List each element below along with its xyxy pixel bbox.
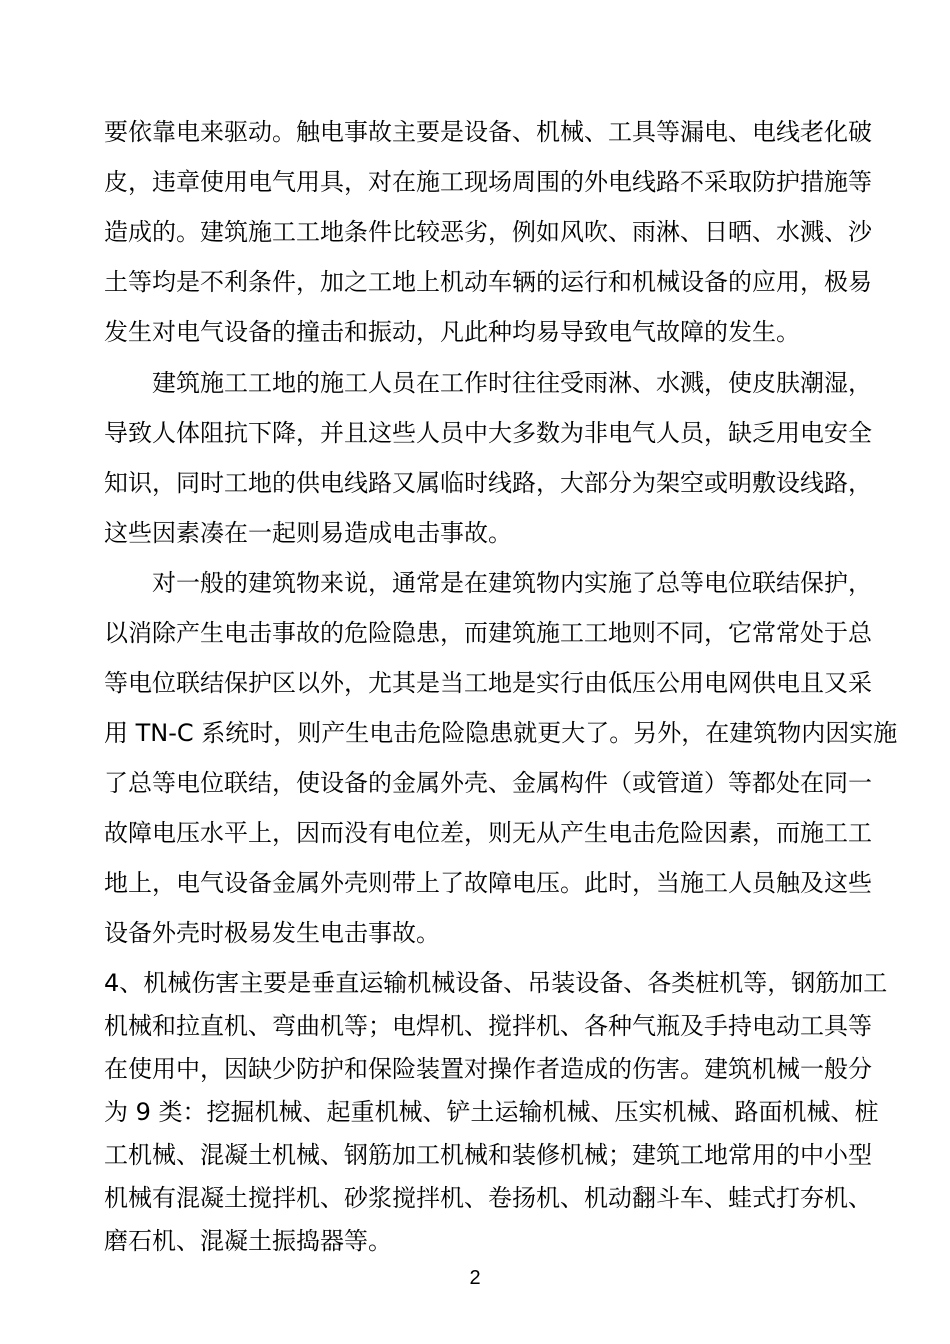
text-line: 知识，同时工地的供电线路又属临时线路，大部分为架空或明敷设线路，: [104, 469, 872, 497]
text-line: 土等均是不利条件，加之工地上机动车辆的运行和机械设备的应用，极易: [104, 268, 872, 296]
text-line: 用 TN-C 系统时，则产生电击危险隐患就更大了。另外，在建筑物内因实施: [104, 719, 898, 747]
text-line: 建筑施工工地的施工人员在工作时往往受雨淋、水溅，使皮肤潮湿，: [152, 369, 872, 397]
text-line: 地上，电气设备金属外壳则带上了故障电压。此时，当施工人员触及这些: [104, 869, 872, 897]
text-line: 在使用中，因缺少防护和保险装置对操作者造成的伤害。建筑机械一般分: [104, 1055, 872, 1083]
text-line: 机械有混凝土搅拌机、砂浆搅拌机、卷扬机、机动翻斗车、蛙式打夯机、: [104, 1184, 872, 1212]
page-number: 2: [469, 1267, 481, 1289]
text-line: 发生对电气设备的撞击和振动，凡此种均易导致电气故障的发生。: [104, 318, 800, 346]
text-line: 造成的。建筑施工工地条件比较恶劣，例如风吹、雨淋、日晒、水溅、沙: [104, 218, 872, 246]
text-line: 为 9 类：挖掘机械、起重机械、铲土运输机械、压实机械、路面机械、桩: [104, 1098, 879, 1126]
text-line: 设备外壳时极易发生电击事故。: [104, 919, 440, 947]
text-line: 磨石机、混凝土振捣器等。: [104, 1227, 392, 1255]
text-line: 这些因素凑在一起则易造成电击事故。: [104, 519, 512, 547]
text-line: 对一般的建筑物来说，通常是在建筑物内实施了总等电位联结保护，: [152, 569, 872, 597]
text-line: 等电位联结保护区以外，尤其是当工地是实行由低压公用电网供电且又采: [104, 669, 872, 697]
text-line: 故障电压水平上，因而没有电位差，则无从产生电击危险因素，而施工工: [104, 819, 872, 847]
text-line: 皮，违章使用电气用具，对在施工现场周围的外电线路不采取防护措施等: [104, 168, 872, 196]
text-line: 要依靠电来驱动。触电事故主要是设备、机械、工具等漏电、电线老化破: [104, 118, 872, 146]
text-line: 以消除产生电击事故的危险隐患，而建筑施工工地则不同，它常常处于总: [104, 619, 872, 647]
text-line: 工机械、混凝土机械、钢筋加工机械和装修机械；建筑工地常用的中小型: [104, 1141, 872, 1169]
text-line: 4、机械伤害主要是垂直运输机械设备、吊装设备、各类桩机等，钢筋加工: [104, 969, 888, 997]
text-line: 了总等电位联结，使设备的金属外壳、金属构件（或管道）等都处在同一: [104, 769, 872, 797]
text-line: 机械和拉直机、弯曲机等；电焊机、搅拌机、各种气瓶及手持电动工具等: [104, 1012, 872, 1040]
text-line: 导致人体阻抗下降，并且这些人员中大多数为非电气人员，缺乏用电安全: [104, 419, 872, 447]
